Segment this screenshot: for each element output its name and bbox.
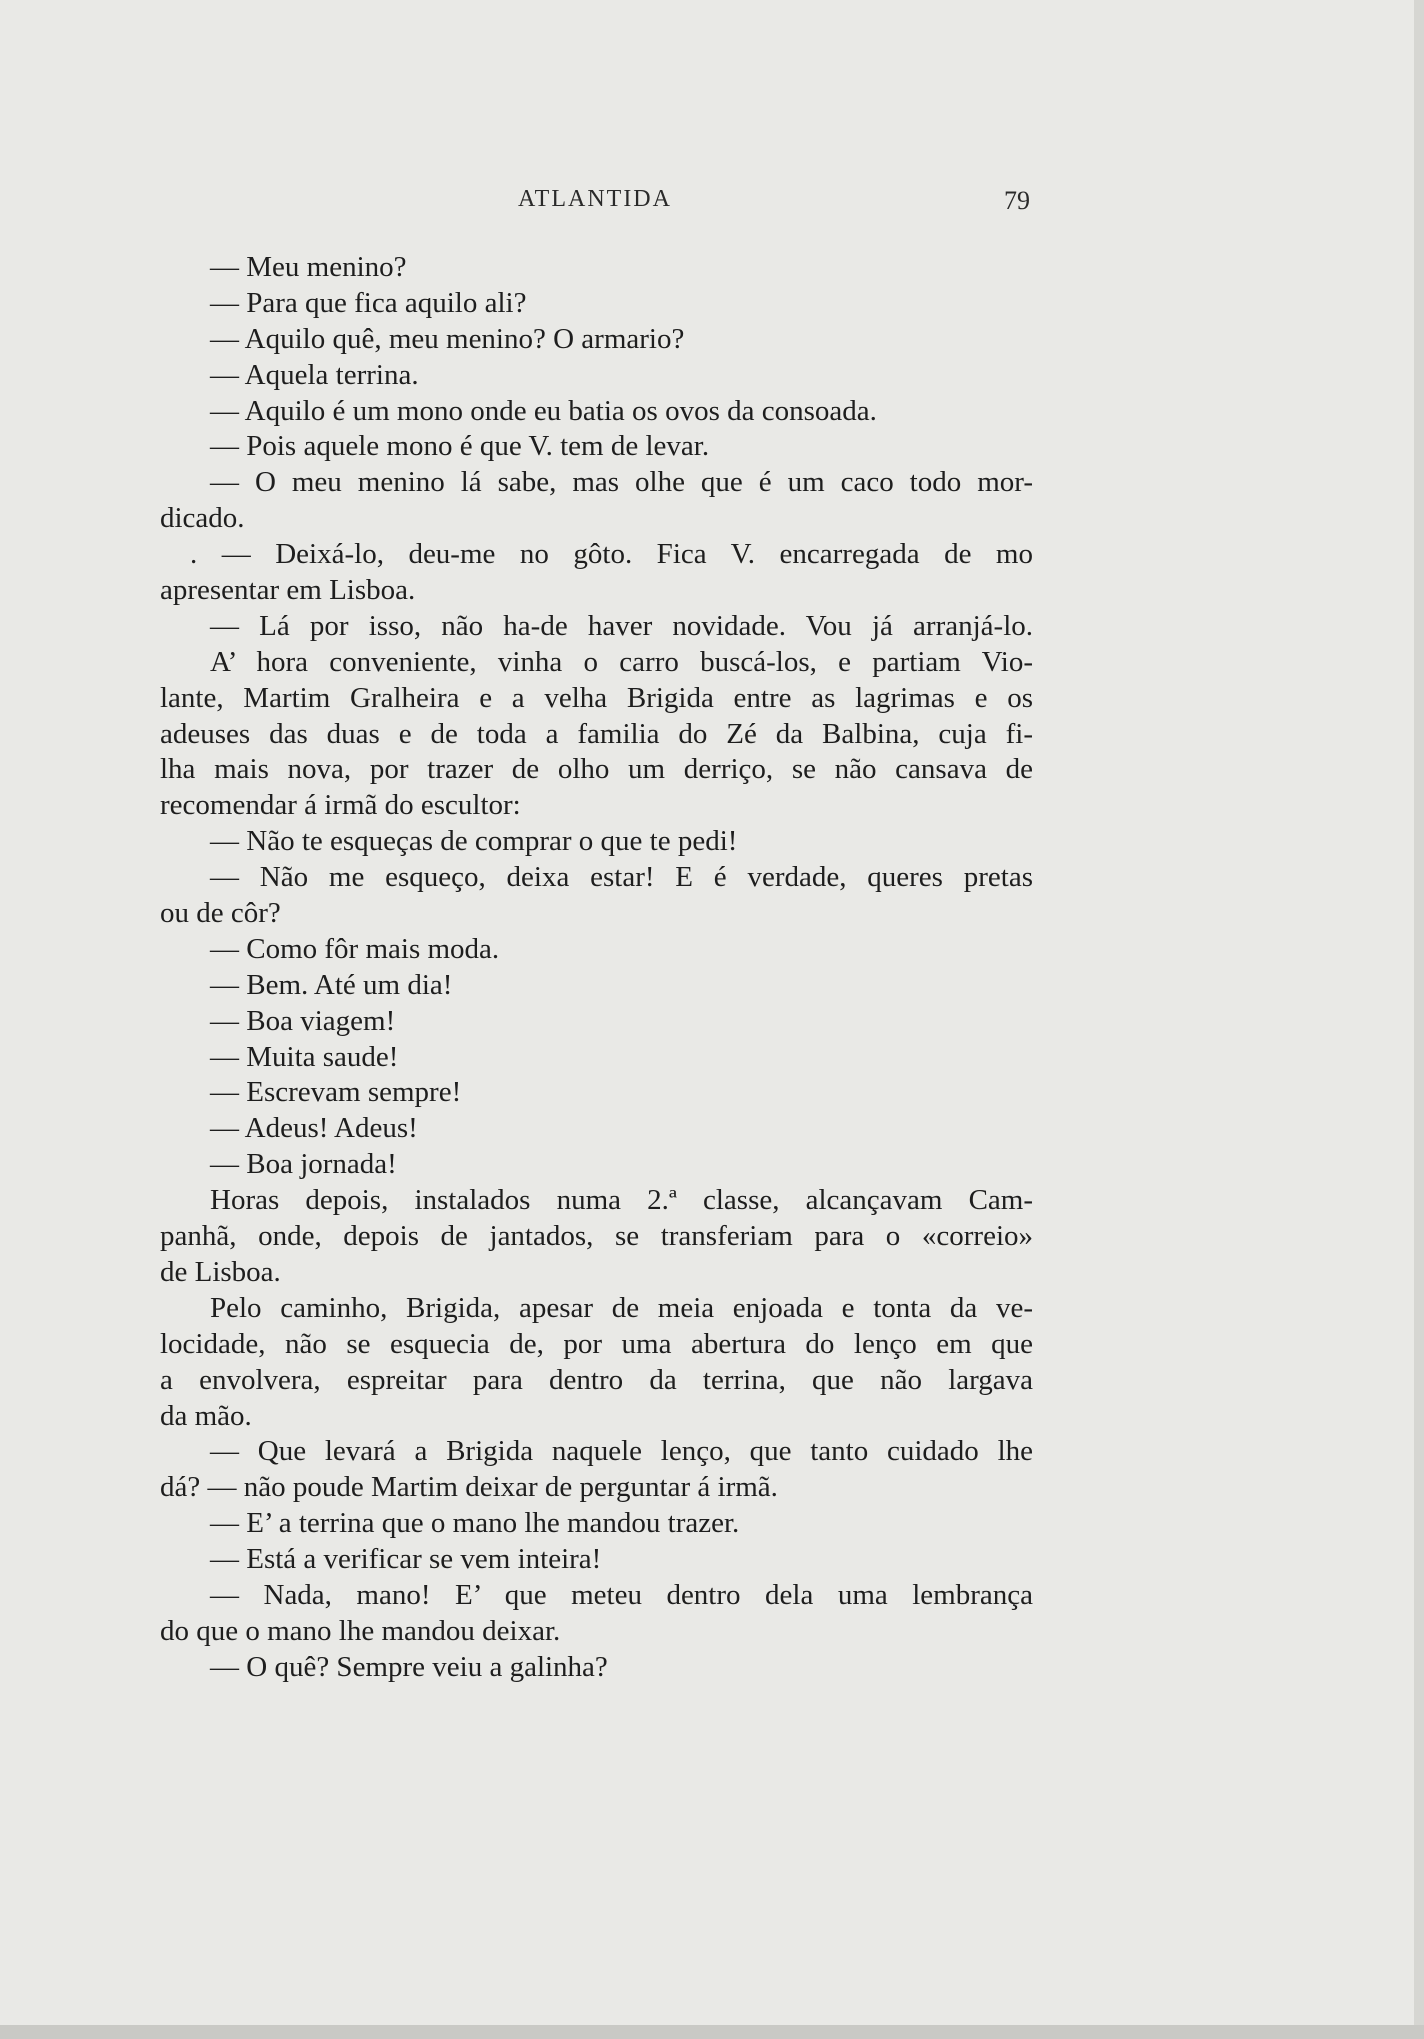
text-line: . — Deixá-lo, deu-me no gôto. Fica V. encarregada de mo [190, 538, 1033, 571]
text-line: — Boa jornada! [210, 1148, 397, 1181]
text-line: — Lá por isso, não ha-de haver novidade. Vou já arranjá-lo. [210, 609, 1033, 642]
text-line: panhã, onde, depois de jantados, se transferiam para o «correio» [160, 1220, 1033, 1253]
page-edge-bottom [0, 2025, 1424, 2039]
running-head [160, 186, 1030, 226]
text-line: da mão. [160, 1399, 252, 1432]
body-text [160, 250, 1033, 1686]
text-line: — Pois aquele mono é que V. tem de levar. [210, 430, 710, 463]
text-line: de Lisboa. [160, 1255, 281, 1288]
text-line: — Nada, mano! E’ que meteu dentro dela uma lembrança [210, 1578, 1033, 1611]
text-line: lha mais nova, por trazer de olho um derriço, se não cansava de [160, 753, 1033, 786]
page-number: 79 [1004, 186, 1030, 215]
text-line: — Meu menino? [210, 251, 407, 283]
text-line: — Aquilo é um mono onde eu batia os ovos da consoada. [210, 394, 877, 427]
text-line: — Muita saude! [210, 1040, 399, 1073]
text-line: — Não me esqueço, deixa estar! E é verdade, queres pretas [210, 861, 1033, 894]
text-line: — Aquilo quê, meu menino? O armario? [210, 322, 685, 355]
text-line: — Bem. Até um dia! [210, 968, 453, 1001]
text-line: dicado. [160, 502, 245, 535]
text-line: — Escrevam sempre! [210, 1076, 462, 1109]
text-line: — Aquela terrina. [210, 358, 419, 391]
text-line: — Não te esqueças de comprar o que te pedi! [210, 825, 738, 858]
text-line: dá? — não poude Martim deixar de perguntar á irmã. [160, 1471, 778, 1504]
text-line: lante, Martim Gralheira e a velha Brigida entre as lagrimas e os [160, 681, 1033, 714]
running-title: ATLANTIDA [518, 186, 672, 212]
page-edge-shadow [1414, 0, 1424, 2039]
text-line: Pelo caminho, Brigida, apesar de meia enjoada e tonta da ve- [210, 1291, 1033, 1324]
text-line: — E’ a terrina que o mano lhe mandou trazer. [210, 1507, 740, 1540]
text-line: — O meu menino lá sabe, mas olhe que é um caco todo mor- [210, 466, 1033, 499]
text-line: adeuses das duas e de toda a familia do Zé da Balbina, cuja fi- [160, 717, 1033, 750]
text-line: — Boa viagem! [210, 1004, 396, 1037]
text-line: — O quê? Sempre veiu a galinha? [210, 1650, 608, 1683]
text-line: — Para que fica aquilo ali? [210, 286, 527, 319]
text-line: — Está a verificar se vem inteira! [210, 1543, 602, 1576]
text-line: locidade, não se esquecia de, por uma abertura do lenço em que [160, 1327, 1033, 1360]
text-line: — Como fôr mais moda. [210, 932, 500, 965]
text-line: apresentar em Lisboa. [160, 574, 416, 607]
text-line: — Adeus! Adeus! [210, 1112, 418, 1145]
text-line: ou de côr? [160, 897, 281, 930]
text-line: A’ hora conveniente, vinha o carro buscá-los, e partiam Vio- [210, 645, 1033, 678]
text-line: recomendar á irmã do escultor: [160, 789, 521, 822]
text-line: Horas depois, instalados numa 2.ª classe, alcançavam Cam- [210, 1184, 1033, 1217]
text-line: — Que levará a Brigida naquele lenço, que tanto cuidado lhe [210, 1435, 1033, 1468]
text-line: do que o mano lhe mandou deixar. [160, 1614, 561, 1647]
text-line: a envolvera, espreitar para dentro da terrina, que não largava [160, 1363, 1033, 1396]
